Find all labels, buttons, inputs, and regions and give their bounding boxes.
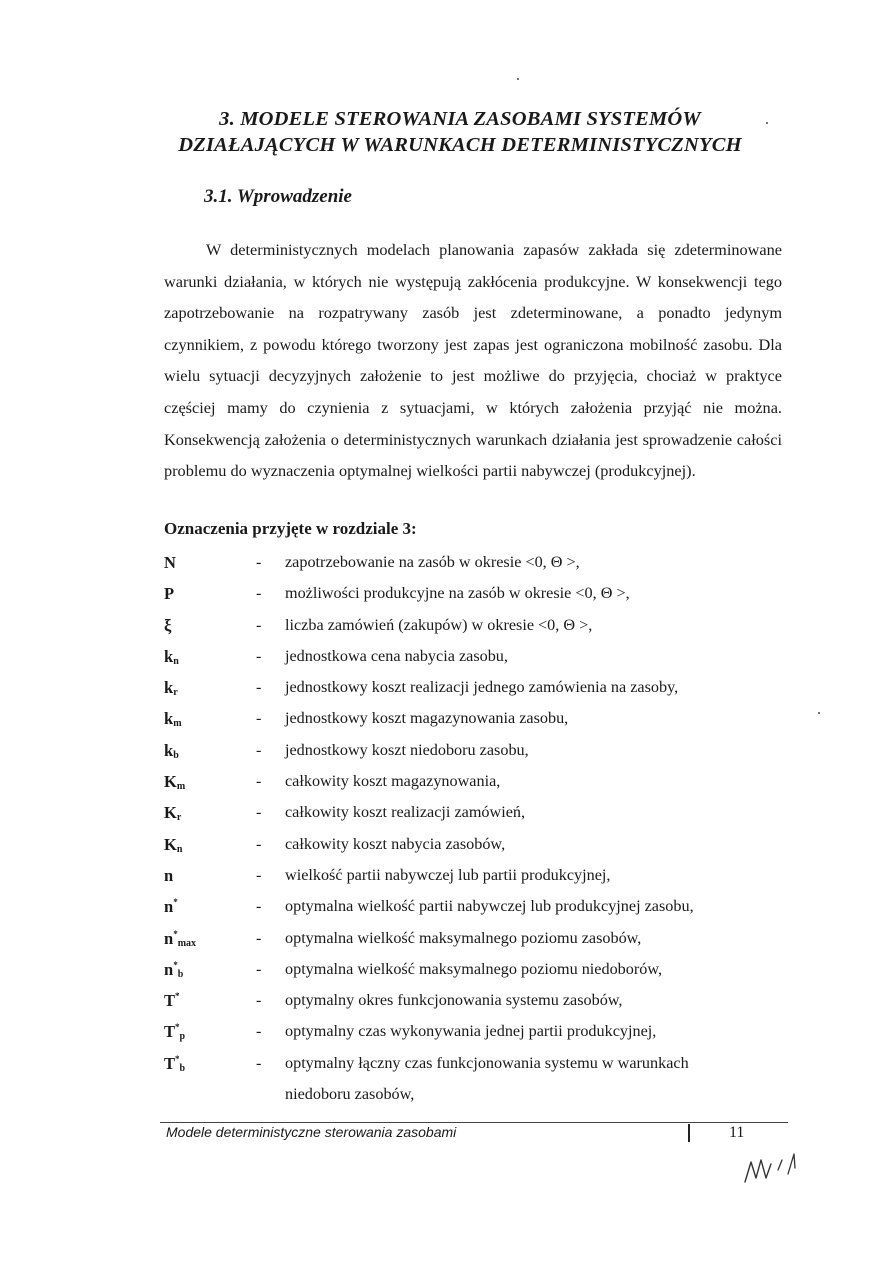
- definition-description: optymalny okres funkcjonowania systemu zasobów,: [285, 991, 623, 1010]
- scan-speck: [818, 712, 820, 714]
- symbol-base: ξ: [164, 615, 172, 635]
- definition-symbol: [164, 897, 178, 917]
- section-title: 3.1. Wprowadzenie: [204, 186, 352, 207]
- definition-dash: -: [256, 1022, 262, 1041]
- definition-dash: -: [256, 678, 262, 697]
- definitions-list: [164, 550, 784, 1113]
- definition-dash: -: [256, 772, 262, 791]
- symbol-base: K: [164, 803, 177, 823]
- definition-description: optymalna wielkość partii nabywczej lub produkcyjnej zasobu,: [285, 897, 694, 916]
- definition-row: [164, 675, 784, 706]
- definition-symbol: [164, 866, 173, 886]
- footer-separator: [688, 1124, 690, 1142]
- definition-symbol: [164, 616, 171, 636]
- definition-description: liczba zamówień (zakupów) w okresie <0, Θ >,: [285, 615, 593, 634]
- chapter-title-line-1: 3. MODELE STEROWANIA ZASOBAMI SYSTEMÓW: [219, 108, 701, 130]
- definition-dash: -: [256, 1053, 262, 1072]
- definition-dash: -: [256, 615, 262, 634]
- symbol-base: n: [164, 865, 174, 885]
- definition-row: [164, 644, 784, 675]
- symbol-superscript: *: [173, 928, 178, 939]
- definition-row: [164, 769, 784, 800]
- definitions-heading: Oznaczenia przyjęte w rozdziale 3:: [164, 519, 417, 538]
- symbol-base: n: [164, 928, 174, 948]
- symbol-base: k: [164, 709, 174, 729]
- definition-description: jednostkowy koszt realizacji jednego zamówienia na zasoby,: [285, 678, 679, 697]
- symbol-subscript: b: [179, 1062, 186, 1074]
- symbol-subscript: r: [173, 687, 178, 699]
- definition-symbol: [164, 772, 185, 792]
- definition-description: jednostkowy koszt magazynowania zasobu,: [285, 709, 569, 728]
- symbol-base: N: [164, 553, 176, 572]
- definition-description: optymalna wielkość maksymalnego poziomu niedoborów,: [285, 959, 663, 978]
- definition-description: optymalny łączny czas funkcjonowania systemu w warunkach niedoboru zasobów,: [285, 1053, 689, 1103]
- definition-row: [164, 832, 784, 863]
- definition-dash: -: [256, 834, 262, 853]
- definition-dash: -: [256, 897, 262, 916]
- definition-symbol: [164, 929, 196, 949]
- definition-symbol: [164, 835, 182, 855]
- definition-row: [164, 706, 784, 737]
- definition-row: [164, 988, 784, 1019]
- definition-symbol: [164, 553, 176, 573]
- definition-dash: -: [256, 928, 262, 947]
- symbol-base: K: [164, 834, 177, 854]
- definition-description: całkowity koszt nabycia zasobów,: [285, 834, 506, 853]
- definition-symbol: [164, 991, 180, 1011]
- symbol-base: k: [164, 678, 174, 698]
- footer-running-title: Modele deterministyczne sterowania zasobami: [166, 1124, 457, 1140]
- symbol-base: P: [164, 584, 175, 604]
- definition-dash: -: [256, 865, 262, 884]
- definition-row: [164, 613, 784, 644]
- definition-description: całkowity koszt realizacji zamówień,: [285, 803, 526, 822]
- definition-description: wielkość partii nabywczej lub partii produkcyjnej,: [285, 865, 611, 884]
- symbol-base: n: [164, 959, 174, 979]
- definition-dash: -: [256, 646, 262, 665]
- symbol-superscript: *: [173, 897, 178, 908]
- symbol-base: k: [164, 646, 174, 666]
- definition-description: optymalna wielkość maksymalnego poziomu zasobów,: [285, 928, 642, 947]
- definition-row: [164, 550, 784, 581]
- definition-symbol: [164, 584, 174, 604]
- definition-row: [164, 581, 784, 612]
- definition-symbol: [164, 678, 178, 698]
- definition-symbol: [164, 647, 179, 667]
- symbol-base: n: [164, 897, 174, 917]
- definition-description: jednostkowa cena nabycia zasobu,: [285, 646, 508, 665]
- symbol-subscript: b: [177, 968, 184, 980]
- symbol-superscript: *: [173, 959, 178, 970]
- definition-symbol: [164, 1054, 185, 1074]
- scan-speck: [766, 122, 768, 124]
- symbol-superscript: *: [175, 1022, 180, 1033]
- symbol-subscript: n: [176, 843, 183, 855]
- scan-speck: [517, 78, 519, 80]
- symbol-subscript: m: [173, 718, 182, 730]
- definition-dash: -: [256, 709, 262, 728]
- definition-row: [164, 1051, 784, 1113]
- definition-description: zapotrzebowanie na zasób w okresie <0, Θ >,: [285, 553, 580, 571]
- definition-description: całkowity koszt magazynowania,: [285, 772, 501, 791]
- symbol-superscript: *: [175, 991, 180, 1002]
- definition-symbol: [164, 1022, 185, 1042]
- chapter-title: [150, 106, 770, 158]
- symbol-superscript: *: [175, 1053, 180, 1064]
- page-number: 11: [729, 1124, 745, 1141]
- symbol-subscript: max: [177, 937, 197, 949]
- definition-dash: -: [256, 740, 262, 759]
- symbol-base: T: [164, 1053, 176, 1073]
- definition-symbol: [164, 741, 179, 761]
- definition-description: możliwości produkcyjne na zasób w okresie <0, Θ >,: [285, 584, 630, 603]
- symbol-base: K: [164, 772, 177, 792]
- symbol-subscript: m: [176, 781, 186, 793]
- definition-row: [164, 800, 784, 831]
- definition-row: [164, 894, 784, 925]
- definition-row: [164, 926, 784, 957]
- definition-dash: -: [256, 959, 262, 978]
- symbol-subscript: b: [173, 749, 179, 761]
- intro-paragraph: W deterministycznych modelach planowania zapasów zakłada się zdeterminowane warunki działania, w których nie występują zakłócenia produkcyjne. W konsekwencji tego zapotrzebowanie na rozpatrywany zasób jest zdeterminowane, a ponadto jedynym czynnikiem, z powodu którego tworzony jest zapas jest ograniczona mobilność zasobu. Dla wielu sytuacji decyzyjnych założenie to jest możliwe do przyjęcia, chociaż w praktyce częściej mamy do czynienia z sytuacjami, w których założenia przyjąć nie można. Konsekwencją założenia o deterministycznych warunkach działania jest sprowadzenie całości problemu do wyznaczenia optymalnej wielkości partii nabywczej (produkcyjnej).: [164, 240, 782, 481]
- definition-row: [164, 1019, 784, 1050]
- chapter-title-line-2: DZIAŁAJĄCYCH W WARUNKACH DETERMINISTYCZNYCH: [178, 134, 742, 156]
- definition-row: [164, 863, 784, 894]
- definition-dash: -: [256, 553, 262, 571]
- handwritten-initials-mark: [742, 1148, 812, 1188]
- definition-description: jednostkowy koszt niedoboru zasobu,: [285, 740, 529, 759]
- definition-dash: -: [256, 584, 262, 603]
- definition-row: [164, 738, 784, 769]
- definition-description: optymalny czas wykonywania jednej partii produkcyjnej,: [285, 1022, 657, 1041]
- definition-symbol: [164, 803, 181, 823]
- definition-symbol: [164, 709, 182, 729]
- symbol-subscript: r: [176, 812, 182, 824]
- symbol-subscript: n: [173, 655, 179, 667]
- symbol-base: T: [164, 1022, 176, 1042]
- definition-symbol: [164, 960, 183, 980]
- definition-row: [164, 957, 784, 988]
- symbol-subscript: p: [179, 1031, 186, 1043]
- definition-dash: -: [256, 991, 262, 1010]
- footer-rule: [160, 1122, 788, 1123]
- symbol-base: T: [164, 991, 176, 1011]
- definition-dash: -: [256, 803, 262, 822]
- symbol-base: k: [164, 740, 174, 760]
